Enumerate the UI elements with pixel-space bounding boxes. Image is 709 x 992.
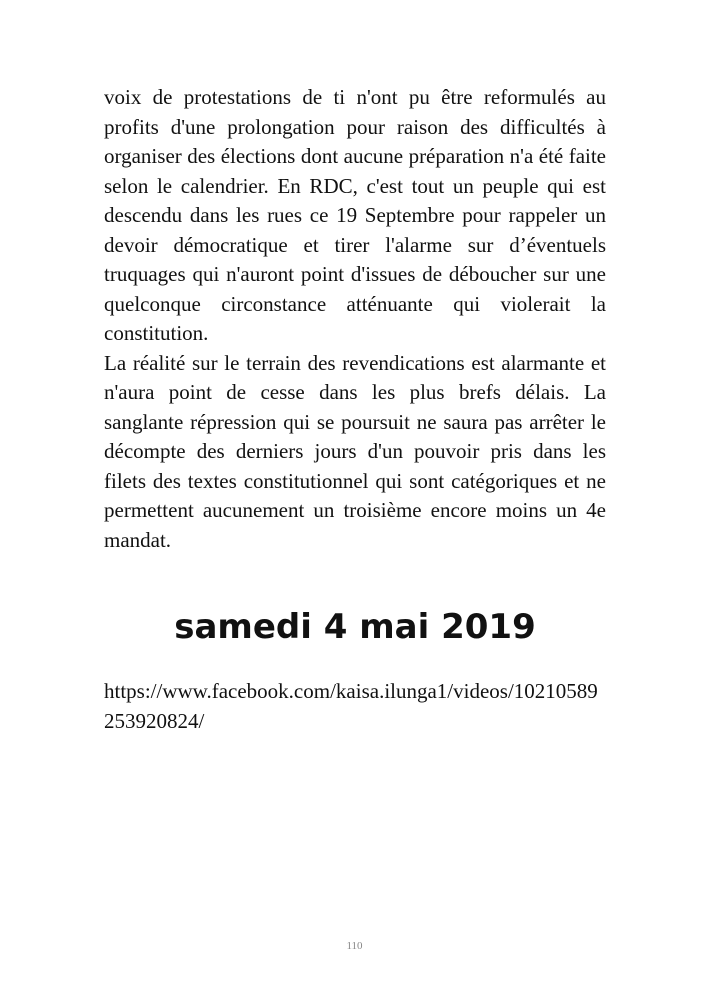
- body-text: [104, 83, 606, 555]
- section-heading-date: samedi 4 mai 2019: [174, 607, 536, 647]
- paragraph-1: voix de protestations de ti n'ont pu être reformulés au profits d'une prolongation pour raison des difficultés à organiser des élections dont aucune préparation n'a été faite selon le calendrier. En RDC, c'est tout un peuple qui est descendu dans les rues ce 19 Septembre pour rappeler un devoir démocratique et tirer l'alarme sur d’éventuels truquages qui n'auront point d'issues de déboucher sur une quelconque circonstance atténuante qui violerait la constitution.: [104, 85, 606, 345]
- page-number: 110: [346, 940, 363, 952]
- paragraph-2: La réalité sur le terrain des revendications est alarmante et n'aura point de cesse dans les plus brefs délais. La sanglante répression qui se poursuit ne saura pas arrêter le décompte des derniers jours d'un pouvoir pris dans les filets des textes constitutionnel qui sont catégoriques et ne permettent aucunement un troisième encore moins un 4e mandat.: [104, 350, 606, 552]
- video-link[interactable]: https://www.facebook.com/kaisa.ilunga1/videos/10210589253920824/: [104, 679, 598, 733]
